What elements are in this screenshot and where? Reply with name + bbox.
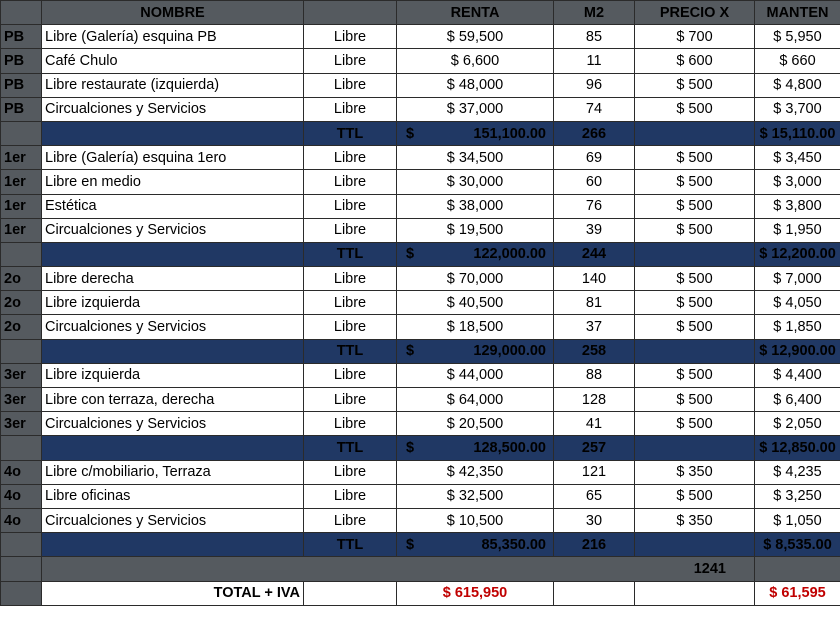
subtotal-renta[interactable] xyxy=(397,121,554,145)
table-row xyxy=(1,97,840,121)
table-row xyxy=(1,146,840,170)
manten-cell[interactable]: $ 3,450 xyxy=(755,146,840,170)
subtotal-currency: $ xyxy=(406,343,415,360)
header-corner xyxy=(1,1,42,25)
header-estado[interactable] xyxy=(304,1,397,25)
manten-cell[interactable]: $ 7,000 xyxy=(755,267,840,291)
subtotal-precio-blank[interactable] xyxy=(635,339,755,363)
subtotal-m2[interactable]: 266 xyxy=(554,121,635,145)
renta-cell[interactable]: $ 59,500 xyxy=(397,25,554,49)
subtotal-blank-cell[interactable] xyxy=(42,242,304,266)
floor-label[interactable]: 2o xyxy=(1,267,42,291)
subtotal-row xyxy=(1,339,840,363)
subtotal-renta-amount: 85,350.00 xyxy=(481,536,546,553)
subtotal-blank-cell[interactable] xyxy=(42,339,304,363)
nombre-cell[interactable]: Libre oficinas xyxy=(42,484,304,508)
subtotal-precio-blank[interactable] xyxy=(635,533,755,557)
m2-cell[interactable]: 69 xyxy=(554,146,635,170)
subtotal-m2[interactable]: 258 xyxy=(554,339,635,363)
subtotal-blank-cell[interactable] xyxy=(42,533,304,557)
floor-label[interactable]: 1er xyxy=(1,146,42,170)
renta-cell[interactable]: $ 40,500 xyxy=(397,291,554,315)
manten-cell[interactable]: $ 3,000 xyxy=(755,170,840,194)
precio-cell[interactable]: $ 350 xyxy=(635,460,755,484)
subtotal-renta[interactable] xyxy=(397,533,554,557)
grand-blank-m2[interactable] xyxy=(554,581,635,605)
m2-cell[interactable]: 81 xyxy=(554,291,635,315)
precio-cell[interactable]: $ 350 xyxy=(635,508,755,532)
table-row xyxy=(1,484,840,508)
subtotal-renta-amount: 122,000.00 xyxy=(473,246,546,263)
subtotal-floor-cell[interactable] xyxy=(1,339,42,363)
table-row xyxy=(1,194,840,218)
floor-label[interactable]: 3er xyxy=(1,388,42,412)
m2-cell[interactable]: 76 xyxy=(554,194,635,218)
floor-label[interactable]: PB xyxy=(1,97,42,121)
grand-floor-cell[interactable] xyxy=(1,581,42,605)
estado-cell[interactable]: Libre xyxy=(304,412,397,436)
nombre-cell[interactable]: Circualciones y Servicios xyxy=(42,412,304,436)
subtotal-manten[interactable]: $ 12,200.00 xyxy=(755,242,840,266)
m2-cell[interactable]: 11 xyxy=(554,49,635,73)
precio-cell[interactable]: $ 500 xyxy=(635,73,755,97)
floor-label[interactable]: 3er xyxy=(1,363,42,387)
subtotal-label[interactable]: TTL xyxy=(304,121,397,145)
renta-cell[interactable]: $ 30,000 xyxy=(397,170,554,194)
manten-cell[interactable]: $ 2,050 xyxy=(755,412,840,436)
table-row xyxy=(1,267,840,291)
renta-cell[interactable]: $ 19,500 xyxy=(397,218,554,242)
subtotal-m2[interactable]: 216 xyxy=(554,533,635,557)
table-row xyxy=(1,73,840,97)
m2-cell[interactable]: 30 xyxy=(554,508,635,532)
estado-cell[interactable]: Libre xyxy=(304,146,397,170)
manten-cell[interactable]: $ 4,400 xyxy=(755,363,840,387)
estado-cell[interactable]: Libre xyxy=(304,73,397,97)
subtotal-renta-amount: 151,100.00 xyxy=(473,125,546,142)
renta-cell[interactable]: $ 20,500 xyxy=(397,412,554,436)
estado-cell[interactable]: Libre xyxy=(304,508,397,532)
precio-cell[interactable]: $ 500 xyxy=(635,170,755,194)
subtotal-precio-blank[interactable] xyxy=(635,242,755,266)
estado-cell[interactable]: Libre xyxy=(304,388,397,412)
renta-cell[interactable]: $ 44,000 xyxy=(397,363,554,387)
manten-cell[interactable]: $ 3,700 xyxy=(755,97,840,121)
manten-cell[interactable]: $ 4,050 xyxy=(755,291,840,315)
estado-cell[interactable]: Libre xyxy=(304,315,397,339)
manten-cell[interactable]: $ 5,950 xyxy=(755,25,840,49)
subtotal-currency: $ xyxy=(406,439,415,456)
subtotal-renta-amount: 128,500.00 xyxy=(473,439,546,456)
m2-cell[interactable]: 65 xyxy=(554,484,635,508)
grand-blank-estado[interactable] xyxy=(304,581,397,605)
subtotal-floor-cell[interactable] xyxy=(1,242,42,266)
renta-cell[interactable]: $ 37,000 xyxy=(397,97,554,121)
nombre-cell[interactable]: Libre izquierda xyxy=(42,363,304,387)
subtotal-label[interactable]: TTL xyxy=(304,339,397,363)
table-row xyxy=(1,49,840,73)
precio-cell[interactable]: $ 500 xyxy=(635,146,755,170)
renta-cell[interactable]: $ 34,500 xyxy=(397,146,554,170)
floor-label[interactable]: 4o xyxy=(1,484,42,508)
header-manten[interactable]: MANTEN xyxy=(755,1,840,25)
estado-cell[interactable]: Libre xyxy=(304,97,397,121)
m2-cell[interactable]: 74 xyxy=(554,97,635,121)
subtotal-label[interactable]: TTL xyxy=(304,242,397,266)
nombre-cell[interactable]: Estética xyxy=(42,194,304,218)
precio-cell[interactable]: $ 500 xyxy=(635,484,755,508)
table-row xyxy=(1,25,840,49)
nombre-cell[interactable]: Libre en medio xyxy=(42,170,304,194)
header-row xyxy=(1,1,840,25)
manten-cell[interactable]: $ 660 xyxy=(755,49,840,73)
nombre-cell[interactable]: Café Chulo xyxy=(42,49,304,73)
subtotal-label[interactable]: TTL xyxy=(304,533,397,557)
subtotal-m2[interactable]: 257 xyxy=(554,436,635,460)
floor-label[interactable]: 3er xyxy=(1,412,42,436)
manten-cell[interactable]: $ 4,800 xyxy=(755,73,840,97)
subtotal-row xyxy=(1,436,840,460)
table-row xyxy=(1,388,840,412)
header-precio[interactable]: PRECIO X xyxy=(635,1,755,25)
renta-cell[interactable]: $ 64,000 xyxy=(397,388,554,412)
m2-total-value[interactable]: 1241 xyxy=(42,557,755,581)
estado-cell[interactable]: Libre xyxy=(304,218,397,242)
nombre-cell[interactable]: Libre restaurate (izquierda) xyxy=(42,73,304,97)
renta-cell[interactable]: $ 70,000 xyxy=(397,267,554,291)
header-renta[interactable]: RENTA xyxy=(397,1,554,25)
m2-cell[interactable]: 96 xyxy=(554,73,635,97)
grand-total-row xyxy=(1,581,840,605)
renta-cell[interactable]: $ 32,500 xyxy=(397,484,554,508)
floor-label[interactable]: 1er xyxy=(1,218,42,242)
subtotal-manten[interactable]: $ 15,110.00 xyxy=(755,121,840,145)
renta-cell[interactable]: $ 48,000 xyxy=(397,73,554,97)
nombre-cell[interactable]: Libre (Galería) esquina 1ero xyxy=(42,146,304,170)
estado-cell[interactable]: Libre xyxy=(304,25,397,49)
precio-cell[interactable]: $ 500 xyxy=(635,363,755,387)
subtotal-blank-cell[interactable] xyxy=(42,436,304,460)
manten-cell[interactable]: $ 1,050 xyxy=(755,508,840,532)
table-row xyxy=(1,218,840,242)
nombre-cell[interactable]: Circualciones y Servicios xyxy=(42,315,304,339)
subtotal-precio-blank[interactable] xyxy=(635,121,755,145)
subtotal-renta[interactable] xyxy=(397,339,554,363)
manten-cell[interactable]: $ 4,235 xyxy=(755,460,840,484)
nombre-cell[interactable]: Libre derecha xyxy=(42,267,304,291)
m2-total-corner[interactable] xyxy=(1,557,42,581)
subtotal-row xyxy=(1,533,840,557)
nombre-cell[interactable]: Circualciones y Servicios xyxy=(42,97,304,121)
precio-cell[interactable]: $ 500 xyxy=(635,291,755,315)
precio-cell[interactable]: $ 500 xyxy=(635,194,755,218)
grand-total-renta[interactable]: $ 615,950 xyxy=(397,581,554,605)
manten-cell[interactable]: $ 3,800 xyxy=(755,194,840,218)
precio-cell[interactable]: $ 500 xyxy=(635,315,755,339)
m2-cell[interactable]: 85 xyxy=(554,25,635,49)
m2-cell[interactable]: 128 xyxy=(554,388,635,412)
precio-cell[interactable]: $ 600 xyxy=(635,49,755,73)
subtotal-floor-cell[interactable] xyxy=(1,436,42,460)
m2-cell[interactable]: 41 xyxy=(554,412,635,436)
precio-cell[interactable]: $ 500 xyxy=(635,267,755,291)
precio-cell[interactable]: $ 700 xyxy=(635,25,755,49)
m2-cell[interactable]: 39 xyxy=(554,218,635,242)
subtotal-floor-cell[interactable] xyxy=(1,121,42,145)
subtotal-manten[interactable]: $ 12,850.00 xyxy=(755,436,840,460)
header-nombre[interactable]: NOMBRE xyxy=(42,1,304,25)
m2-total-row xyxy=(1,557,840,581)
subtotal-row xyxy=(1,242,840,266)
grand-total-label[interactable]: TOTAL + IVA xyxy=(42,581,304,605)
subtotal-manten[interactable]: $ 8,535.00 xyxy=(755,533,840,557)
nombre-cell[interactable]: Libre c/mobiliario, Terraza xyxy=(42,460,304,484)
subtotal-blank-cell[interactable] xyxy=(42,121,304,145)
subtotal-renta[interactable] xyxy=(397,436,554,460)
floor-label[interactable]: 2o xyxy=(1,315,42,339)
estado-cell[interactable]: Libre xyxy=(304,170,397,194)
estado-cell[interactable]: Libre xyxy=(304,484,397,508)
subtotal-label[interactable]: TTL xyxy=(304,436,397,460)
grand-blank-precio[interactable] xyxy=(635,581,755,605)
floor-label[interactable]: PB xyxy=(1,49,42,73)
m2-cell[interactable]: 37 xyxy=(554,315,635,339)
subtotal-m2[interactable]: 244 xyxy=(554,242,635,266)
manten-cell[interactable]: $ 6,400 xyxy=(755,388,840,412)
estado-cell[interactable]: Libre xyxy=(304,49,397,73)
subtotal-floor-cell[interactable] xyxy=(1,533,42,557)
subtotal-currency: $ xyxy=(406,536,415,553)
subtotal-renta[interactable] xyxy=(397,242,554,266)
floor-label[interactable]: PB xyxy=(1,73,42,97)
table-row xyxy=(1,363,840,387)
precio-cell[interactable]: $ 500 xyxy=(635,218,755,242)
floor-label[interactable]: 2o xyxy=(1,291,42,315)
m2-cell[interactable]: 121 xyxy=(554,460,635,484)
estado-cell[interactable]: Libre xyxy=(304,363,397,387)
estado-cell[interactable]: Libre xyxy=(304,291,397,315)
nombre-cell[interactable]: Libre izquierda xyxy=(42,291,304,315)
estado-cell[interactable]: Libre xyxy=(304,194,397,218)
table-row xyxy=(1,170,840,194)
m2-cell[interactable]: 88 xyxy=(554,363,635,387)
subtotal-currency: $ xyxy=(406,125,415,142)
m2-cell[interactable]: 60 xyxy=(554,170,635,194)
estado-cell[interactable]: Libre xyxy=(304,460,397,484)
estado-cell[interactable]: Libre xyxy=(304,267,397,291)
subtotal-row xyxy=(1,121,840,145)
floor-label[interactable]: 1er xyxy=(1,194,42,218)
nombre-cell[interactable]: Circualciones y Servicios xyxy=(42,508,304,532)
manten-cell[interactable]: $ 1,850 xyxy=(755,315,840,339)
m2-total-end[interactable] xyxy=(755,557,840,581)
grand-total-manten[interactable]: $ 61,595 xyxy=(755,581,840,605)
renta-cell[interactable]: $ 10,500 xyxy=(397,508,554,532)
table-row xyxy=(1,508,840,532)
manten-cell[interactable]: $ 1,950 xyxy=(755,218,840,242)
renta-cell[interactable]: $ 18,500 xyxy=(397,315,554,339)
nombre-cell[interactable]: Libre con terraza, derecha xyxy=(42,388,304,412)
renta-cell[interactable]: $ 42,350 xyxy=(397,460,554,484)
renta-cell[interactable]: $ 38,000 xyxy=(397,194,554,218)
subtotal-renta-amount: 129,000.00 xyxy=(473,343,546,360)
floor-label[interactable]: 1er xyxy=(1,170,42,194)
m2-cell[interactable]: 140 xyxy=(554,267,635,291)
nombre-cell[interactable]: Libre (Galería) esquina PB xyxy=(42,25,304,49)
nombre-cell[interactable]: Circualciones y Servicios xyxy=(42,218,304,242)
floor-label[interactable]: PB xyxy=(1,25,42,49)
subtotal-precio-blank[interactable] xyxy=(635,436,755,460)
floor-label[interactable]: 4o xyxy=(1,460,42,484)
table-row xyxy=(1,315,840,339)
floor-label[interactable]: 4o xyxy=(1,508,42,532)
subtotal-manten[interactable]: $ 12,900.00 xyxy=(755,339,840,363)
table-row xyxy=(1,460,840,484)
renta-cell[interactable]: $ 6,600 xyxy=(397,49,554,73)
precio-cell[interactable]: $ 500 xyxy=(635,97,755,121)
precio-cell[interactable]: $ 500 xyxy=(635,412,755,436)
manten-cell[interactable]: $ 3,250 xyxy=(755,484,840,508)
table-row xyxy=(1,291,840,315)
subtotal-currency: $ xyxy=(406,246,415,263)
header-m2[interactable]: M2 xyxy=(554,1,635,25)
table-row xyxy=(1,412,840,436)
precio-cell[interactable]: $ 500 xyxy=(635,388,755,412)
